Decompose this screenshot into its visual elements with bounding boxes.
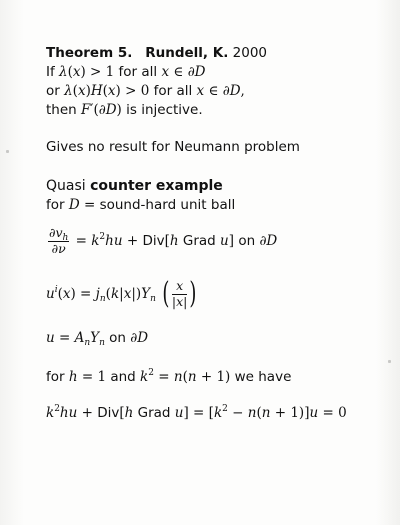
theorem-author: Rundell, K.: [145, 45, 229, 61]
scan-mark: [388, 360, 391, 363]
fraction-x-over-absx: $\frac{x}{|x|}$: [171, 278, 188, 309]
fraction-dv-dnu: $\frac{\partial v_h}{\partial\nu}$: [49, 225, 69, 256]
equation-incident-field: $u^i(x) = j_n(k|x|)Y_n$ ( $\frac{x}{|x|}$ ): [46, 276, 197, 311]
equation-final: $k^2hu + Div[h$ Grad $u] = [k^2 - n(n + 1)]u = 0$: [46, 404, 347, 421]
theorem-heading-line: [46, 44, 267, 62]
example-heading: Quasi counter example: [46, 178, 223, 194]
theorem-line-3: then F′(∂D) is injective.: [46, 102, 203, 118]
theorem-line-2: or λ(x)H(x) > 0 for all x ∈ ∂D,: [46, 83, 245, 99]
neumann-note: Gives no result for Neumann problem: [46, 139, 300, 155]
theorem-label: Theorem 5.: [46, 45, 133, 61]
condition-line: for h = 1 and $k^2 = n(n + 1)$ we have: [46, 368, 292, 385]
theorem-year: 2000: [232, 45, 267, 61]
example-domain-line: for D = sound-hard unit ball: [46, 197, 236, 213]
equation-boundary-u: $u = A_nY_n$ on ∂D: [46, 330, 149, 348]
equation-boundary-condition: $\frac{\partial v_h}{\partial\nu}$ = $k^2hu + Div[h$ Grad u] on ∂D: [49, 225, 278, 256]
theorem-line-1: If λ(x) > 1 for all x ∈ ∂D: [46, 64, 206, 80]
scan-mark: [6, 150, 9, 153]
